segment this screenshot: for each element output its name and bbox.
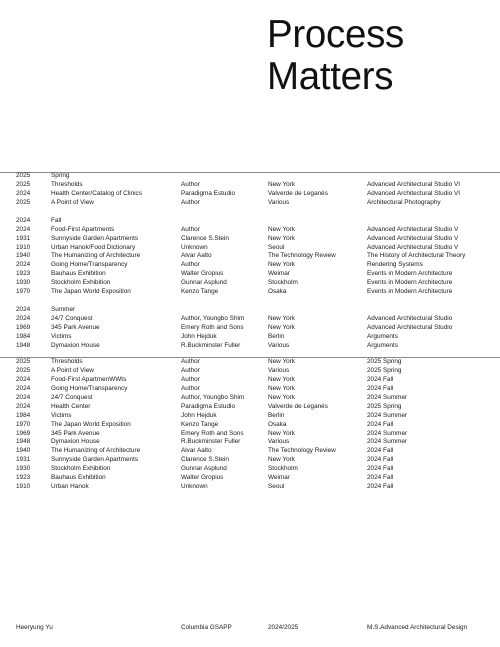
place-cell: New York (268, 315, 295, 322)
year-cell: 1910 (16, 483, 31, 491)
semester-heading (0, 172, 500, 181)
index-row (0, 430, 500, 439)
year-cell: 1984 (16, 332, 31, 340)
project-row (0, 315, 500, 324)
author-cell: Alvar Aalto (181, 252, 212, 260)
title-cell: Going Home/Transparency (51, 384, 128, 392)
author-cell: Author (181, 384, 200, 392)
author-cell: Author (181, 366, 200, 374)
semester-year: 2025 (16, 172, 31, 179)
author-cell: Kenzo Tange (181, 288, 219, 296)
place-cell: Various (268, 198, 290, 206)
index-row (0, 412, 500, 421)
course-cell: Advanced Architectural Studio (367, 323, 453, 331)
semester-season: Fall (51, 216, 62, 224)
place-cell: Seoul (268, 483, 285, 491)
place-cell: The Technology Review (268, 447, 336, 455)
year-cell: 1940 (16, 252, 31, 260)
course-cell: Events in Modern Architecture (367, 270, 453, 278)
year-cell: 1940 (16, 447, 31, 455)
year-cell: 1970 (16, 288, 31, 296)
index-row (0, 447, 500, 456)
place-cell: Stockholm (268, 279, 298, 287)
place-cell: New York (268, 234, 295, 242)
author-cell: R.Buckminster Fuller (181, 438, 241, 446)
title-cell: Victims (51, 332, 72, 340)
course-cell: Architectural Photography (367, 198, 441, 206)
course-cell: 2025 Spring (367, 402, 402, 410)
year-cell: 1969 (16, 429, 31, 437)
course-cell: 2024 Fall (367, 474, 394, 482)
index-row (0, 376, 500, 385)
title-cell: Bauhaus Exhibition (51, 474, 106, 482)
course-cell: Arguments (367, 332, 398, 340)
author-cell: Unknown (181, 483, 208, 491)
author-cell: Unknown (181, 243, 208, 251)
title-cell: The Humanizing of Architecture (51, 447, 141, 455)
course-cell: Advanced Architectural Studio VI (367, 180, 461, 188)
author-cell: Author, Youngbo Shim (181, 393, 245, 401)
year-cell: 2024 (16, 384, 31, 392)
author-cell: Paradigma Estudio (181, 189, 235, 197)
place-cell: Various (268, 341, 290, 349)
title-cell: Dymaxion House (51, 341, 100, 349)
place-cell: Seoul (268, 243, 285, 251)
author-cell: Walter Gropius (181, 270, 224, 278)
semester-heading (0, 217, 500, 226)
project-row (0, 288, 500, 297)
course-cell: 2024 Fall (367, 465, 394, 473)
place-cell: New York (268, 429, 295, 437)
course-cell: 2025 Spring (367, 366, 402, 374)
year-cell: 2024 (16, 225, 31, 233)
author-cell: Clarence S.Stein (181, 234, 229, 242)
title-cell: The Japan World Exposition (51, 288, 131, 296)
year-cell: 2024 (16, 315, 31, 322)
index-row (0, 367, 500, 376)
title-cell: The Humanizing of Architecture (51, 252, 141, 260)
author-cell: Kenzo Tange (181, 420, 219, 428)
course-cell: 2024 Fall (367, 447, 394, 455)
project-row (0, 261, 500, 270)
title-cell: Dymaxion House (51, 438, 100, 446)
author-cell: R.Buckminster Fuller (181, 341, 241, 349)
place-cell: Weimar (268, 270, 290, 278)
place-cell: New York (268, 323, 295, 331)
place-cell: New York (268, 225, 295, 233)
course-cell: Advanced Architectural Studio (367, 315, 453, 322)
footer-program: M.S.Advanced Architectural Design (367, 624, 468, 631)
title-cell: Stockholm Exhibition (51, 465, 111, 473)
place-cell: Berlin (268, 411, 285, 419)
place-cell: Valverde de Leganés (268, 402, 328, 410)
project-row (0, 235, 500, 244)
index-row (0, 438, 500, 447)
semester-heading (0, 306, 500, 315)
place-cell: Stockholm (268, 465, 298, 473)
author-cell: Gunnar Asplund (181, 279, 227, 287)
semester-year: 2024 (16, 216, 31, 224)
course-cell: Advanced Architectural Studio V (367, 234, 459, 242)
course-cell: Events in Modern Architecture (367, 279, 453, 287)
course-cell: Rendering Systems (367, 261, 423, 269)
title-cell: Sunnyside Garden Apartments (51, 234, 139, 242)
index-row (0, 394, 500, 403)
project-row (0, 252, 500, 261)
index-row (0, 483, 500, 492)
title-cell: Thresholds (51, 180, 83, 188)
footer-academic-year: 2024/2025 (268, 624, 299, 631)
title-cell: Urban Hanok (51, 483, 89, 491)
course-cell: Advanced Architectural Studio V (367, 225, 459, 233)
place-cell: Osaka (268, 288, 287, 296)
title-cell: Going Home/Transparency (51, 261, 128, 269)
year-cell: 1948 (16, 341, 31, 349)
index-row (0, 403, 500, 412)
title-cell: Thresholds (51, 358, 83, 365)
author-cell: Author, Youngbo Shim (181, 315, 245, 322)
year-cell: 2025 (16, 366, 31, 374)
author-cell: Author (181, 225, 200, 233)
year-cell: 1948 (16, 438, 31, 446)
project-row (0, 244, 500, 253)
year-cell: 1923 (16, 270, 31, 278)
title-cell: 24/7 Conquest (51, 315, 93, 322)
title-cell: 345 Park Avenue (51, 323, 100, 331)
place-cell: New York (268, 180, 295, 188)
project-row (0, 342, 500, 351)
semester-season: Spring (51, 172, 70, 179)
title-cell: A Point of View (51, 366, 94, 374)
project-row (0, 190, 500, 199)
semester-year: 2024 (16, 306, 31, 314)
year-cell: 2024 (16, 189, 31, 197)
author-cell: Gunnar Asplund (181, 465, 227, 473)
author-cell: John Hejduk (181, 332, 217, 340)
group-spacer (0, 297, 500, 306)
year-cell: 1931 (16, 456, 31, 464)
author-cell: Emery Roth and Sons (181, 323, 244, 331)
author-cell: Author (181, 198, 200, 206)
index-row (0, 358, 500, 367)
title-cell: Health Center/Catalog of Clinics (51, 189, 142, 197)
title-cell: Sunnyside Garden Apartments (51, 456, 139, 464)
place-cell: New York (268, 384, 295, 392)
project-row (0, 333, 500, 342)
title-cell: 24/7 Conquest (51, 393, 93, 401)
page-title (267, 14, 404, 98)
title-cell: Food-First Apartments (51, 225, 115, 233)
project-row (0, 279, 500, 288)
project-row (0, 324, 500, 333)
author-cell: Author (181, 358, 200, 365)
course-cell: 2024 Fall (367, 483, 394, 491)
course-cell: 2024 Fall (367, 384, 394, 392)
title-cell: 345 Park Avenue (51, 429, 100, 437)
project-row (0, 199, 500, 208)
project-row (0, 270, 500, 279)
title-line-2: Matters (267, 55, 394, 98)
place-cell: Valverde de Leganés (268, 189, 328, 197)
place-cell: Berlin (268, 332, 285, 340)
author-cell: Author (181, 261, 200, 269)
index-row (0, 421, 500, 430)
course-cell: Advanced Architectural Studio VI (367, 189, 461, 197)
year-cell: 2024 (16, 375, 31, 383)
year-cell: 1923 (16, 474, 31, 482)
year-cell: 1931 (16, 234, 31, 242)
semester-table (0, 172, 500, 351)
course-cell: 2024 Fall (367, 375, 394, 383)
course-cell: 2024 Summer (367, 438, 408, 446)
place-cell: New York (268, 261, 295, 269)
semester-season: Summer (51, 306, 76, 314)
footer (0, 622, 500, 634)
year-cell: 1984 (16, 411, 31, 419)
author-cell: Author (181, 180, 200, 188)
course-cell: 2024 Fall (367, 420, 394, 428)
place-cell: Osaka (268, 420, 287, 428)
author-cell: Author (181, 375, 200, 383)
title-cell: Bauhaus Exhibition (51, 270, 106, 278)
course-cell: 2024 Summer (367, 411, 408, 419)
place-cell: Various (268, 366, 290, 374)
index-row (0, 465, 500, 474)
author-cell: Paradigma Estudio (181, 402, 235, 410)
year-cell: 1930 (16, 279, 31, 287)
author-cell: Clarence S.Stein (181, 456, 229, 464)
project-row (0, 181, 500, 190)
title-line-1: Process (267, 13, 404, 56)
place-cell: New York (268, 393, 295, 401)
course-cell: Advanced Architectural Studio V (367, 243, 459, 251)
year-cell: 2024 (16, 393, 31, 401)
year-cell: 1969 (16, 323, 31, 331)
course-cell: Events in Modern Architecture (367, 288, 453, 296)
chronological-index (0, 358, 500, 492)
index-row (0, 474, 500, 483)
index-row (0, 456, 500, 465)
place-cell: New York (268, 358, 295, 365)
course-cell: 2024 Summer (367, 393, 408, 401)
place-cell: New York (268, 375, 295, 383)
course-cell: Arguments (367, 341, 398, 349)
footer-school: Columbia GSAPP (181, 624, 232, 631)
title-cell: Food-First ApartmenWWts (51, 375, 127, 383)
author-cell: Alvar Aalto (181, 447, 212, 455)
course-cell: 2024 Fall (367, 456, 394, 464)
title-cell: A Point of View (51, 198, 94, 206)
course-cell: 2024 Summer (367, 429, 408, 437)
place-cell: Weimar (268, 474, 290, 482)
year-cell: 2025 (16, 198, 31, 206)
year-cell: 2024 (16, 402, 31, 410)
year-cell: 2025 (16, 358, 31, 365)
course-cell: 2025 Spring (367, 358, 402, 365)
project-row (0, 226, 500, 235)
author-cell: John Hejduk (181, 411, 217, 419)
title-cell: Urban Hanok/Food Dictionary (51, 243, 136, 251)
group-spacer (0, 208, 500, 217)
title-cell: Victims (51, 411, 72, 419)
index-row (0, 385, 500, 394)
course-cell: The History of Architectural Theory (367, 252, 466, 260)
author-cell: Emery Roth and Sons (181, 429, 244, 437)
title-cell: The Japan World Exposition (51, 420, 131, 428)
place-cell: New York (268, 456, 295, 464)
year-cell: 1910 (16, 243, 31, 251)
footer-author-name: Heeryung Yu (16, 624, 53, 631)
title-cell: Health Center (51, 402, 91, 410)
year-cell: 1930 (16, 465, 31, 473)
year-cell: 2025 (16, 180, 31, 188)
place-cell: The Technology Review (268, 252, 336, 260)
title-cell: Stockholm Exhibition (51, 279, 111, 287)
year-cell: 1970 (16, 420, 31, 428)
author-cell: Walter Gropius (181, 474, 224, 482)
place-cell: Various (268, 438, 290, 446)
year-cell: 2024 (16, 261, 31, 269)
